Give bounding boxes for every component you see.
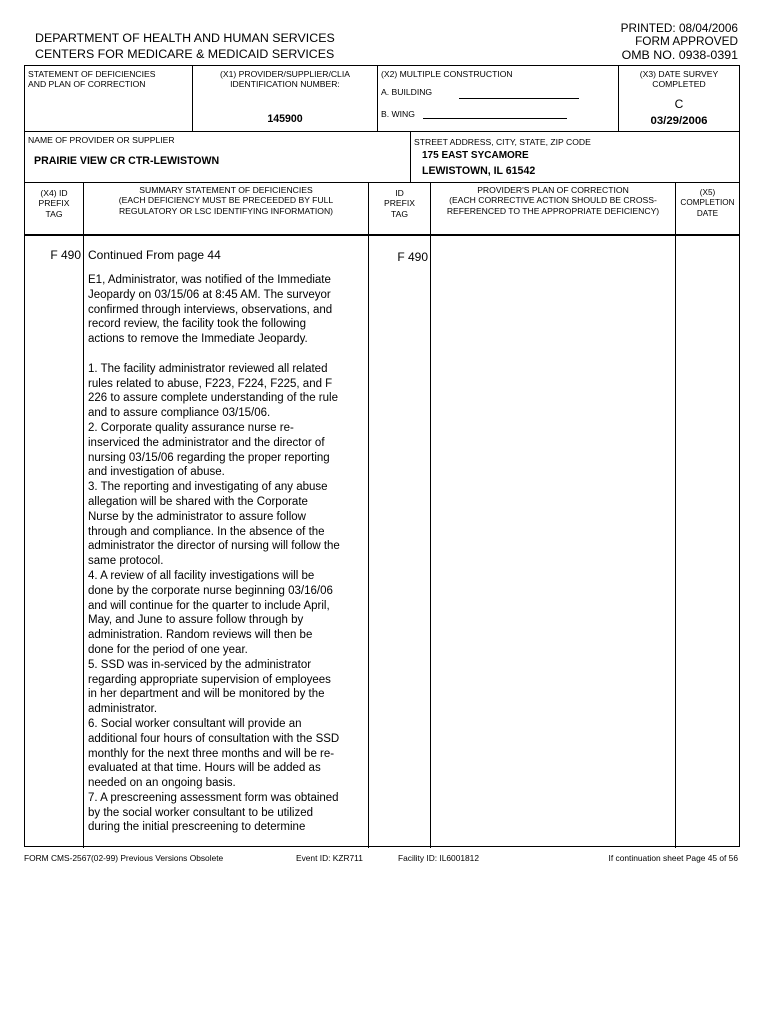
survey-date: 03/29/2006	[650, 115, 708, 127]
form-approved: FORM APPROVED	[635, 34, 738, 49]
building-blank	[459, 98, 579, 99]
omb-number: OMB NO. 0938-0391	[621, 48, 738, 63]
correction-tag: F 490	[397, 250, 428, 264]
divider	[368, 182, 369, 848]
provider-id-label: (X1) PROVIDER/SUPPLIER/CLIA IDENTIFICATION NUMBER:	[220, 69, 350, 90]
survey-code: C	[674, 97, 684, 111]
facility-id: Facility ID: IL6001812	[398, 853, 480, 863]
wing-label: B. WING	[381, 109, 415, 119]
provider-name-label: NAME OF PROVIDER OR SUPPLIER	[28, 135, 175, 145]
continued-heading: Continued From page 44	[88, 248, 221, 262]
form-number: FORM CMS-2567(02-99) Previous Versions Obsolete	[24, 853, 224, 863]
divider	[25, 131, 739, 132]
form-approval-block	[621, 22, 738, 62]
provider-id-number: 145900	[267, 113, 303, 125]
provider-name: PRAIRIE VIEW CR CTR-LEWISTOWN	[34, 155, 220, 167]
date-survey-label: (X3) DATE SURVEY COMPLETED	[639, 69, 719, 90]
divider	[410, 131, 411, 182]
department-name: DEPARTMENT OF HEALTH AND HUMAN SERVICES	[35, 31, 335, 45]
event-id: Event ID: KZR711	[296, 853, 363, 863]
divider	[25, 182, 739, 183]
deficiency-form	[24, 65, 740, 847]
center-name: CENTERS FOR MEDICARE & MEDICAID SERVICES	[35, 46, 335, 61]
divider	[83, 182, 84, 848]
divider	[25, 234, 739, 236]
statement-label: STATEMENT OF DEFICIENCIES AND PLAN OF CORRECTION	[28, 69, 156, 90]
plan-of-correction-heading: PROVIDER'S PLAN OF CORRECTION (EACH CORRECTIVE ACTION SHOULD BE CROSS- REFERENCED TO THE APPROPRIATE DEFICIENCY)	[446, 185, 660, 216]
street-address: 175 EAST SYCAMORE	[422, 150, 529, 161]
multiple-construction-label: (X2) MULTIPLE CONSTRUCTION	[381, 69, 513, 79]
city-state-zip: LEWISTOWN, IL 61542	[422, 165, 536, 177]
page-number: If continuation sheet Page 45 of 56	[608, 853, 738, 863]
deficiency-tag: F 490	[50, 248, 81, 262]
divider	[430, 182, 431, 848]
wing-blank	[423, 118, 567, 119]
deficiency-text: E1, Administrator, was notified of the Immediate Jeopardy on 03/15/06 at 8:45 AM. The surveyor confirmed through interviews, observations, and record review, the facility took the following actions to remove the Immediate Jeopardy. 1. The facility administrator reviewed all related rules related to abuse, F223, F224, F225, and F 226 to assure complete understanding of the rule and to assure compliance 03/15/06. 2. Corporate quality assurance nurse re- inserviced the administrator and the director of nursing 03/15/06 regarding the proper reporting and investigation of abuse. 3. The reporting and investigating of any abuse allegation will be shared with the Corporate Nurse by the administrator to assure follow through and compliance. In the absence of the administrator the director of nursing will follow the same protocol. 4. A review of all facility investigations will be done by the corporate nurse beginning 03/16/06 and will continue for the quarter to include April, May, and June to assure follow through by administration. Random reviews will then be done for the period of one year. 5. SSD was in-serviced by the administrator regarding appropriate supervision of employees in her department and will be monitored by the administrator. 6. Social worker consultant will provide an additional four hours of consultation with the SSD monthly for the next three months and will be re- evaluated at that time. Hours will be added as needed on an ongoing basis. 7. A prescreening assessment form was obtained by the social worker consultant to be utilized during the initial prescreening to determine	[88, 274, 340, 834]
x4-id-prefix-tag-heading: (X4) ID PREFIX TAG	[38, 188, 70, 219]
id-prefix-tag-heading: ID PREFIX TAG	[383, 188, 416, 219]
printed-date: PRINTED: 08/04/2006	[620, 21, 738, 35]
divider	[675, 182, 676, 848]
agency-header	[35, 31, 335, 62]
summary-statement-heading: SUMMARY STATEMENT OF DEFICIENCIES (EACH DEFICIENCY MUST BE PRECEEDED BY FULL REGULATORY OR LSC IDENTIFYING INFORMATION)	[118, 185, 334, 216]
divider	[377, 66, 378, 131]
address-label: STREET ADDRESS, CITY, STATE, ZIP CODE	[414, 137, 591, 147]
building-label: A. BUILDING	[381, 87, 433, 97]
completion-date-heading: (X5) COMPLETION DATE	[680, 188, 735, 218]
